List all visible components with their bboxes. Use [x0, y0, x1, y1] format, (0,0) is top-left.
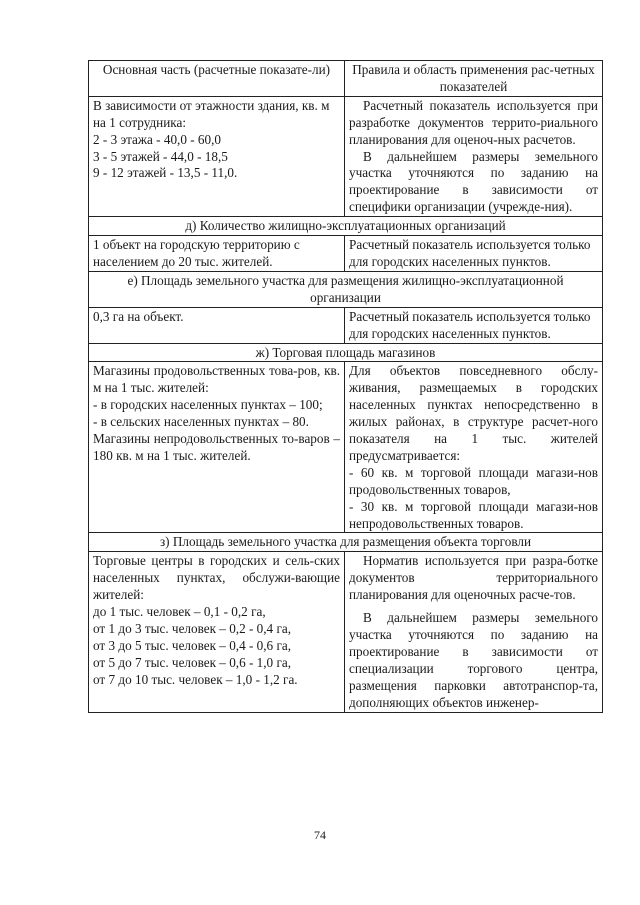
- section-heading-e: е) Площадь земельного участка для размещения жилищно-эксплуатационной организации: [89, 271, 603, 307]
- row-zh-left-line: - в сельских населенных пунктах – 80.: [93, 414, 309, 430]
- table-row: [89, 236, 603, 272]
- section-row-e: [89, 271, 603, 307]
- row-z-left-cell: [89, 552, 345, 712]
- row-e-left-cell: 0,3 га на объект.: [89, 307, 345, 343]
- row1-left-line: 2 - 3 этажа - 40,0 - 60,0: [93, 131, 221, 147]
- row1-right-paragraph: В дальнейшем размеры земельного участка уточняются по заданию на проектирование в зависимости от специфики организации (учрежде-ния).: [349, 148, 598, 215]
- row-z-right-cell: [345, 552, 603, 712]
- row-z-left-line: от 3 до 5 тыс. человек – 0,4 - 0,6 га,: [93, 637, 291, 653]
- header-col-main-part: Основная часть (расчетные показате-ли): [89, 61, 345, 97]
- row-zh-left-line: - в городских населенных пунктах – 100;: [93, 397, 323, 413]
- row-d-right-cell: Расчетный показатель используется только для городских населенных пунктов.: [345, 236, 603, 272]
- header-col-rules: Правила и область применения рас-четных показателей: [345, 61, 603, 97]
- section-row-z: [89, 533, 603, 552]
- table-row: [89, 552, 603, 712]
- row-zh-right-paragraph: - 30 кв. м торговой площади магази-нов непродовольственных товаров.: [349, 498, 598, 531]
- row1-right-cell: [345, 96, 603, 216]
- table-row: [89, 362, 603, 533]
- row-d-left-cell: 1 объект на городскую территорию с населением до 20 тыс. жителей.: [89, 236, 345, 272]
- section-row-d: [89, 217, 603, 236]
- section-heading-d: д) Количество жилищно-эксплуатационных организаций: [89, 217, 603, 236]
- document-page: [88, 60, 602, 713]
- section-heading-zh: ж) Торговая площадь магазинов: [89, 343, 603, 362]
- row-z-left-line: Торговые центры в городских и сель-ских населенных пунктах, обслужи-вающие жителей:: [93, 553, 340, 603]
- table-row: [89, 307, 603, 343]
- row-z-right-paragraph: В дальнейшем размеры земельного участка уточняются по заданию на проектирование в зависимости от специализации торгового центра, размещения парковки автотранспор-та, дополняющих объектов инженер-: [349, 610, 598, 710]
- row1-left-line: 9 - 12 этажей - 13,5 - 11,0.: [93, 165, 238, 181]
- row-e-right-cell: Расчетный показатель используется только для городских населенных пунктов.: [345, 307, 603, 343]
- row-zh-left-line: Магазины продовольственных това-ров, кв. м на 1 тыс. жителей:: [93, 363, 340, 396]
- row-zh-right-paragraph: - 60 кв. м торговой площади магази-нов продовольственных товаров,: [349, 464, 598, 497]
- row1-left-cell: [89, 96, 345, 216]
- row1-right-paragraph: Расчетный показатель используется при разработке документов террито-риального планирования для оценоч-ных расчетов.: [349, 97, 598, 147]
- norms-table: [88, 60, 603, 713]
- page-number: 74: [314, 828, 326, 842]
- table-header-row: [89, 61, 603, 97]
- section-heading-z: з) Площадь земельного участка для размещения объекта торговли: [89, 533, 603, 552]
- row-zh-right-cell: [345, 362, 603, 533]
- row-z-right-paragraph: Норматив используется при разра-ботке документов территориального планирования для оценочных расче-тов.: [349, 553, 598, 603]
- row-zh-left-cell: [89, 362, 345, 533]
- row-zh-left-line: Магазины непродовольственных то-варов – 180 кв. м на 1 тыс. жителей.: [93, 431, 340, 463]
- row-z-left-line: от 1 до 3 тыс. человек – 0,2 - 0,4 га,: [93, 621, 291, 636]
- row1-left-line: В зависимости от этажности здания, кв. м на 1 сотрудника:: [93, 97, 330, 130]
- row-z-left-line: до 1 тыс. человек – 0,1 - 0,2 га,: [93, 604, 266, 620]
- row-zh-right-paragraph: Для объектов повседневного обслу-живания, размещаемых в городских населенных пунктах непосредственно в жилых районах, в структуре расчет-ного показателя на 1 тыс. жителей предусматривается:: [349, 363, 598, 463]
- table-row: [89, 96, 603, 216]
- section-row-zh: [89, 343, 603, 362]
- row-z-left-line: от 7 до 10 тыс. человек – 1,0 - 1,2 га.: [93, 671, 298, 687]
- row-z-left-line: от 5 до 7 тыс. человек – 0,6 - 1,0 га,: [93, 654, 291, 670]
- row1-left-line: 3 - 5 этажей - 44,0 - 18,5: [93, 148, 228, 164]
